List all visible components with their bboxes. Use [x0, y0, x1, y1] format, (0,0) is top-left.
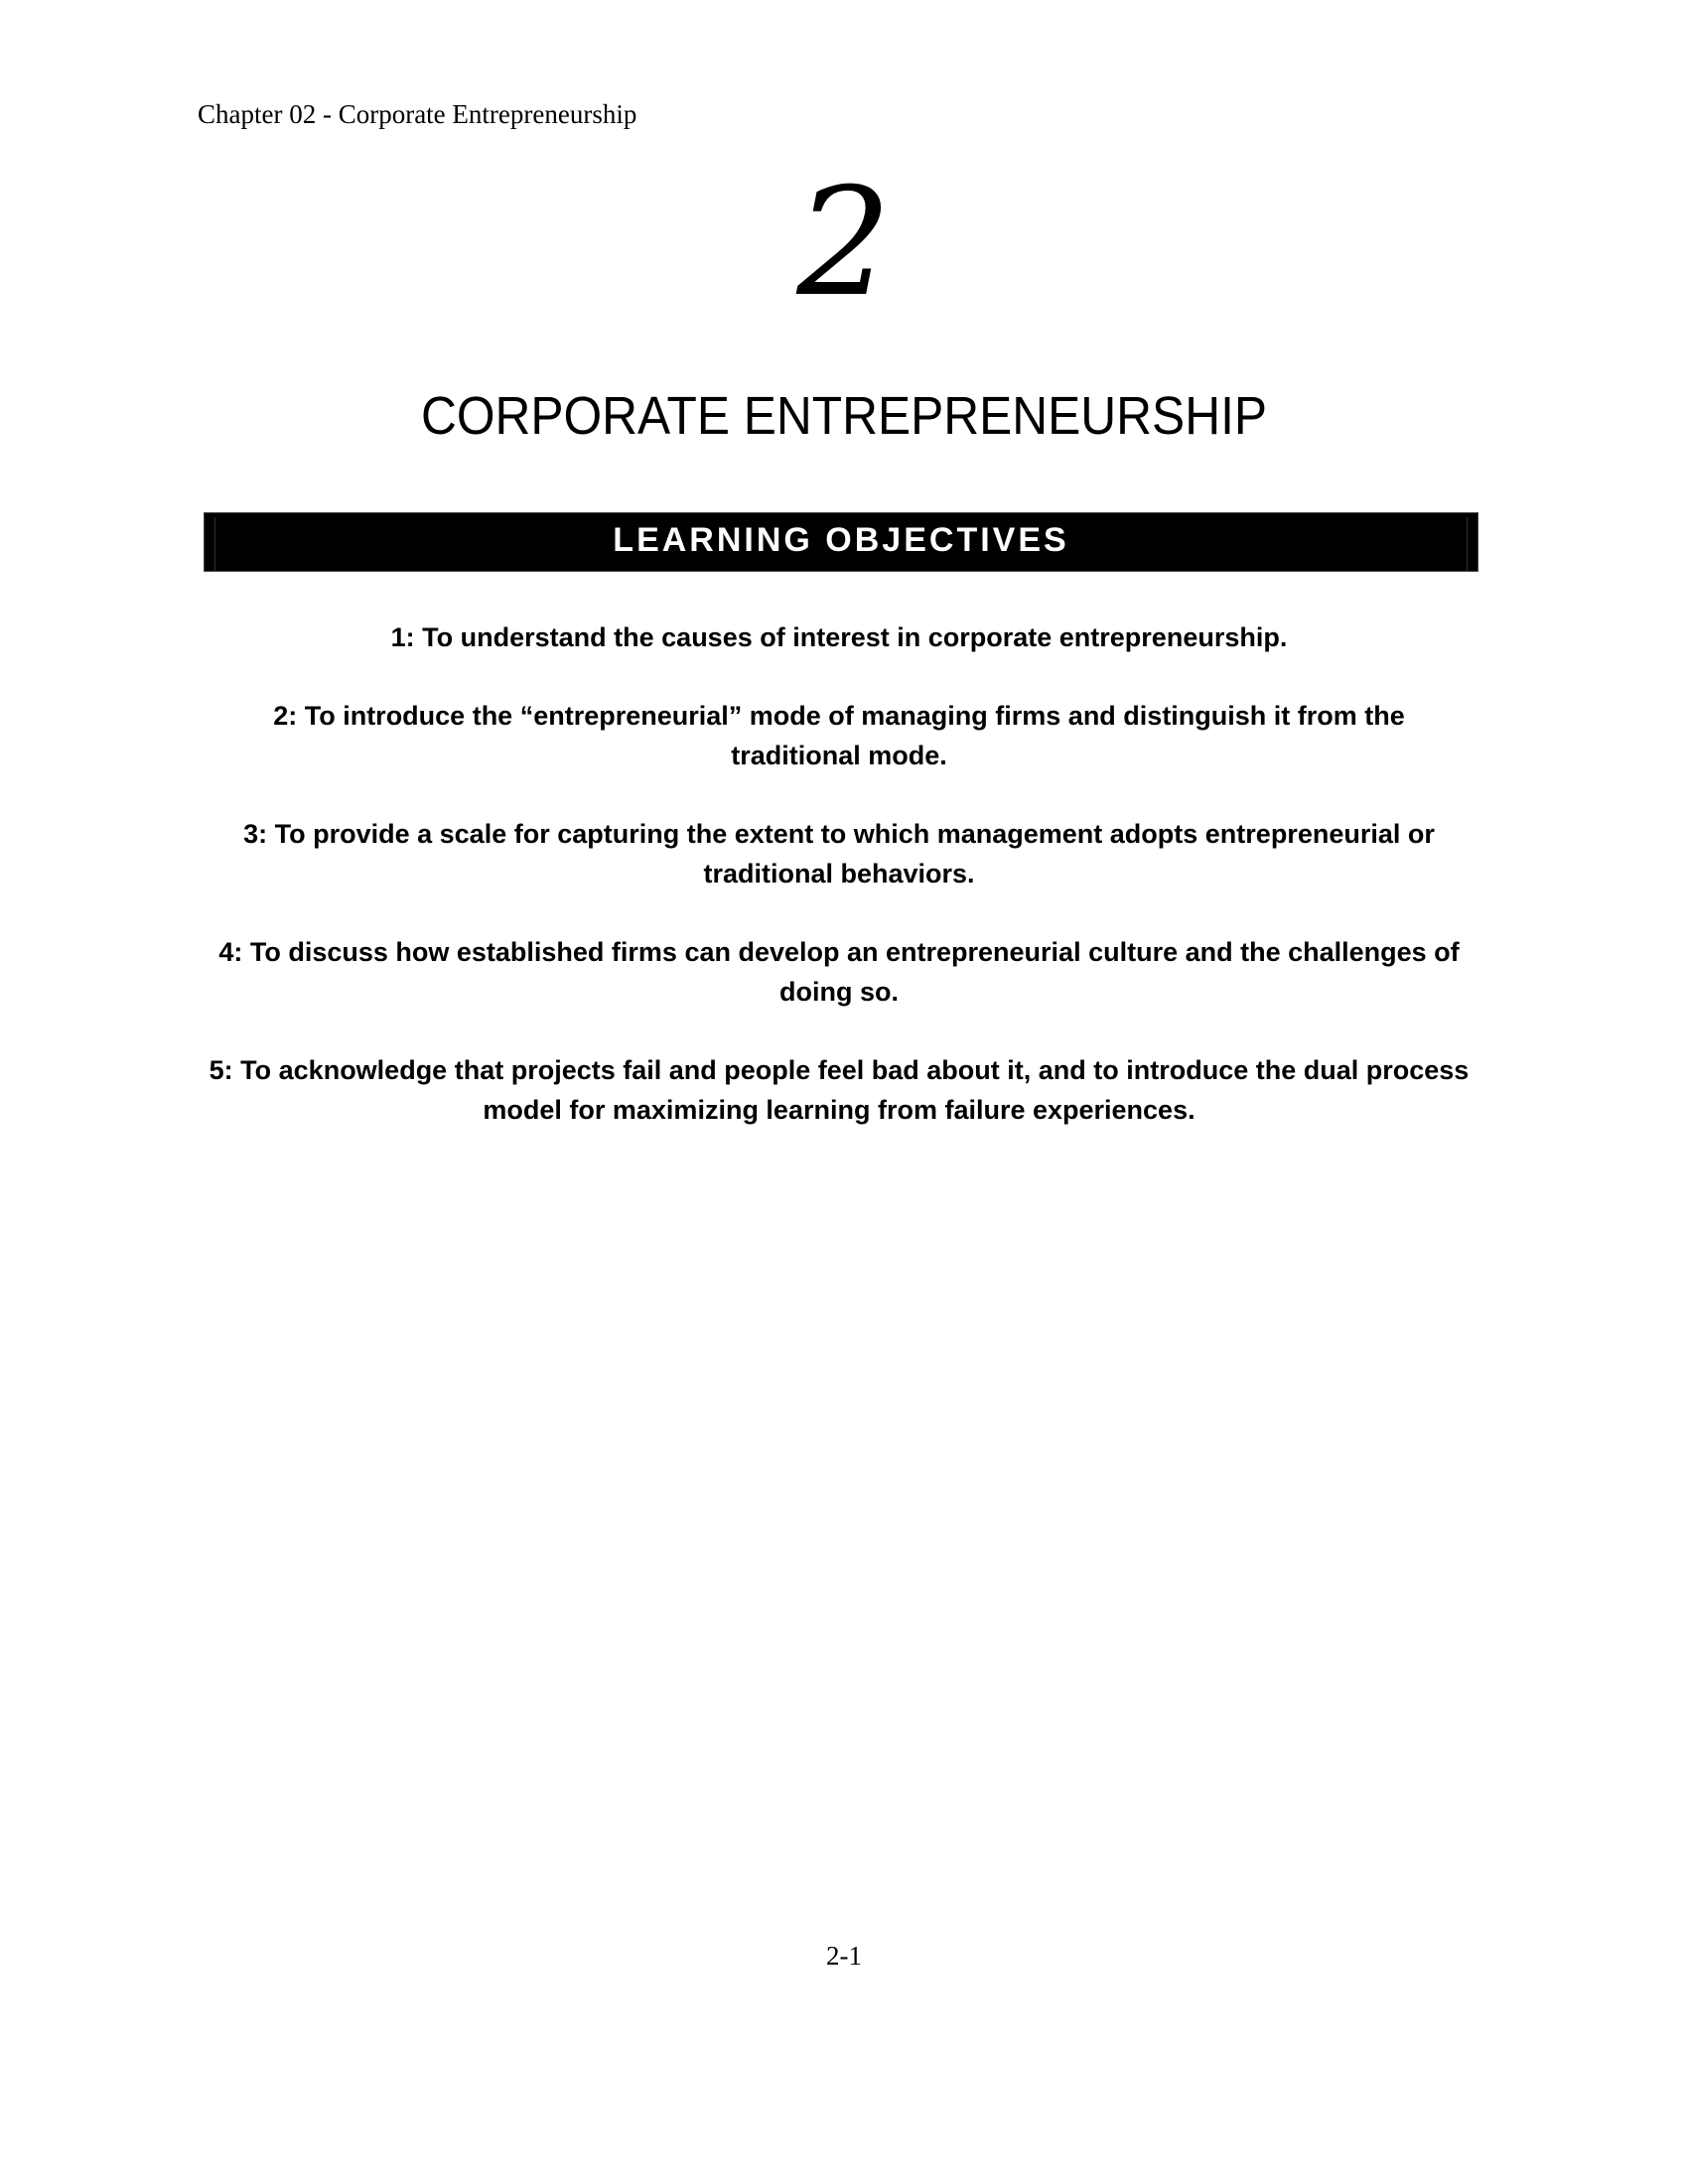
chapter-number: 2: [796, 157, 892, 330]
objective-item: 4: To discuss how established firms can develop an entrepreneurial culture and the challenges of doing so.: [218, 937, 1460, 1007]
banner-label: LEARNING OBJECTIVES: [613, 521, 1069, 559]
learning-objectives-banner: [204, 512, 1478, 572]
objectives-list: [194, 617, 1484, 1168]
objective-item: 3: To provide a scale for capturing the extent to which management adopts entrepreneurial or traditional behaviors.: [243, 819, 1435, 888]
objective-item: 2: To introduce the “entrepreneurial” mode of managing firms and distinguish it from the traditional mode.: [273, 701, 1405, 770]
objective-item: 1: To understand the causes of interest in corporate entrepreneurship.: [390, 622, 1288, 652]
objective-item: 5: To acknowledge that projects fail and people feel bad about it, and to introduce the dual process model for maximizing learning from failure experiences.: [209, 1055, 1470, 1125]
chapter-title: CORPORATE ENTREPRENEURSHIP: [420, 386, 1268, 446]
running-head: Chapter 02 - Corporate Entrepreneurship: [198, 99, 637, 129]
page-number: 2-1: [826, 1941, 862, 1971]
